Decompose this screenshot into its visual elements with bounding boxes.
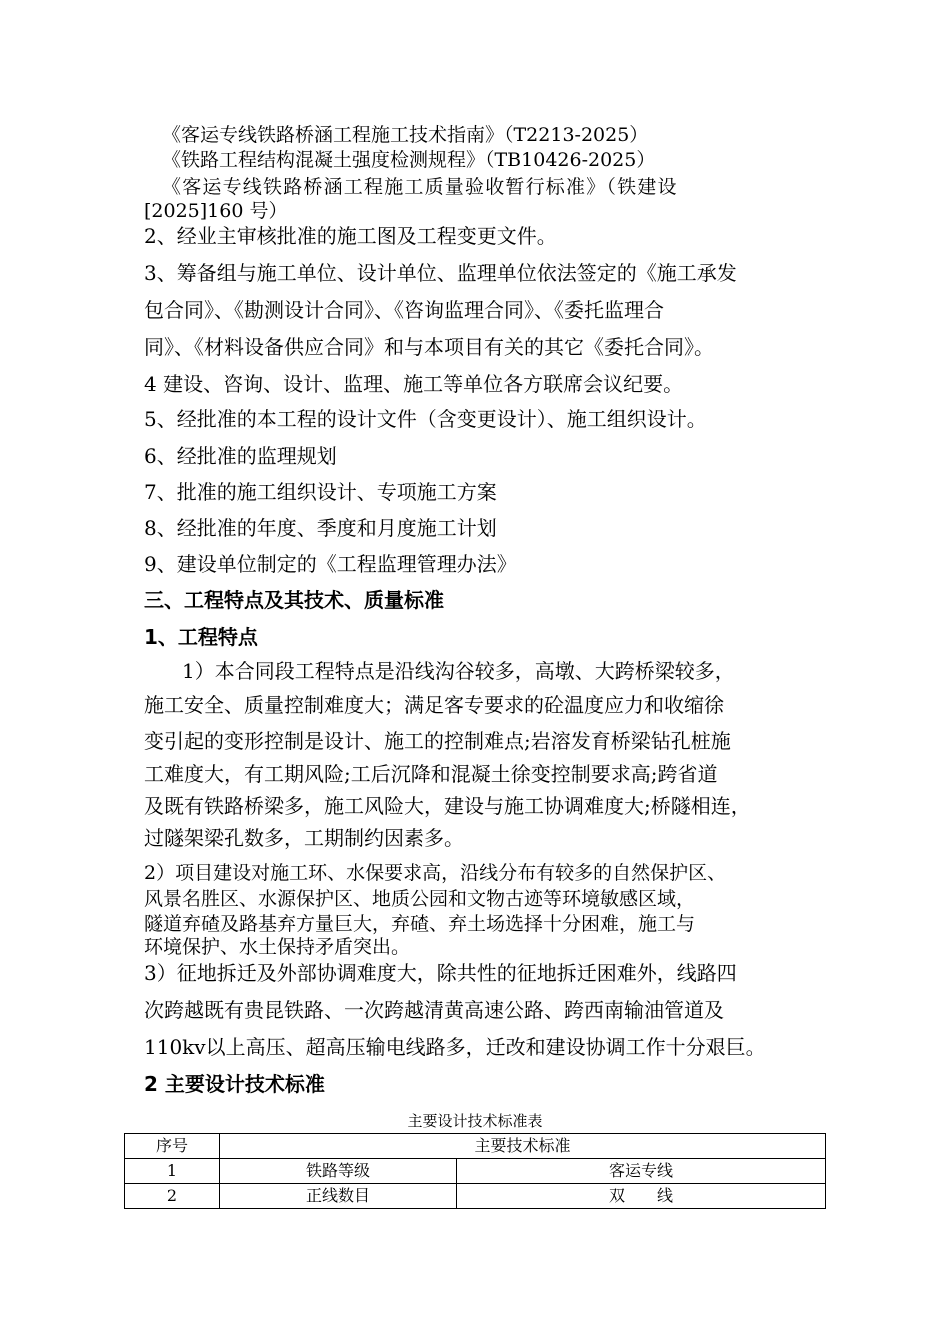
text-line: 1）本合同段工程特点是沿线沟谷较多，高墩、大跨桥梁较多， (182, 659, 735, 683)
text-line: 4 建设、咨询、设计、监理、施工等单位各方联席会议纪要。 (144, 372, 684, 396)
cell-no: 1 (125, 1159, 220, 1184)
header-cell-no: 序号 (125, 1134, 220, 1159)
text-line: 7、批准的施工组织设计、专项施工方案 (144, 480, 497, 504)
table-row (125, 1184, 826, 1209)
text-line: 包合同》、《勘测设计合同》、《咨询监理合同》、《委托监理合 (144, 298, 664, 322)
text-line: 环境保护、水土保持矛盾突出。 (144, 936, 411, 958)
text-line: 2、经业主审核批准的施工图及工程变更文件。 (144, 224, 557, 248)
text-line: 工难度大，有工期风险;工后沉降和混凝土徐变控制要求高;跨省道 (144, 762, 718, 786)
text-line: 次跨越既有贵昆铁路、一次跨越清黄高速公路、跨西南输油管道及 (144, 998, 724, 1022)
text-line: 5、经批准的本工程的设计文件（含变更设计）、施工组织设计。 (144, 407, 707, 431)
text-line: 3）征地拆迁及外部协调难度大，除共性的征地拆迁困难外，线路四 (144, 961, 737, 985)
text-line: 9、建设单位制定的《工程监理管理办法》 (144, 552, 517, 576)
text-line: 6、经批准的监理规划 (144, 444, 337, 468)
text-line: 2）项目建设对施工环、水保要求高，沿线分布有较多的自然保护区、 (144, 862, 727, 884)
text-line: 3、筹备组与施工单位、设计单位、监理单位依法签定的《施工承发 (144, 261, 737, 285)
text-line: 同》、《材料设备供应合同》和与本项目有关的其它《委托合同》。 (144, 335, 714, 359)
text-line: 8、经批准的年度、季度和月度施工计划 (144, 516, 497, 540)
text-line: 过隧架梁孔数多，工期制约因素多。 (144, 826, 464, 850)
cell-item: 铁路等级 (220, 1159, 457, 1184)
text-line: 变引起的变形控制是设计、施工的控制难点;岩溶发育桥梁钻孔桩施 (144, 729, 731, 753)
table-caption: 主要设计技术标准表 (407, 1112, 543, 1130)
cell-item: 正线数目 (220, 1184, 457, 1209)
text-line: 《铁路工程结构混凝土强度检测规程》（TB10426-2025） (162, 149, 656, 171)
subsection-heading: 1、工程特点 (144, 625, 258, 649)
text-line: 110kv以上高压、超高压输电线路多，迁改和建设协调工作十分艰巨。 (144, 1035, 766, 1059)
text-line: 及既有铁路桥梁多，施工风险大，建设与施工协调难度大;桥隧相连， (144, 794, 751, 818)
header-cell-title: 主要技术标准 (220, 1134, 826, 1159)
text-line: 隧道弃碴及路基弃方量巨大，弃碴、弃土场选择十分困难，施工与 (144, 913, 696, 935)
text-line: [2025]160 号） (144, 200, 288, 222)
table-row (125, 1159, 826, 1184)
cell-value: 双 线 (457, 1184, 826, 1209)
cell-no: 2 (125, 1184, 220, 1209)
text-line: 施工安全、质量控制难度大；满足客专要求的砼温度应力和收缩徐 (144, 693, 724, 717)
text-line: 风景名胜区、水源保护区、地质公园和文物古迹等环境敏感区域， (144, 888, 696, 910)
spec-table (124, 1133, 826, 1209)
table-header-row (125, 1134, 826, 1159)
text-line: 《客运专线铁路桥涵工程施工技术指南》（T2213-2025） (162, 124, 649, 146)
section-heading: 三、工程特点及其技术、质量标准 (144, 588, 444, 612)
text-line: 《客运专线铁路桥涵工程施工质量验收暂行标准》（铁建设 (162, 176, 678, 198)
cell-value: 客运专线 (457, 1159, 826, 1184)
subsection-heading: 2 主要设计技术标准 (144, 1072, 325, 1096)
